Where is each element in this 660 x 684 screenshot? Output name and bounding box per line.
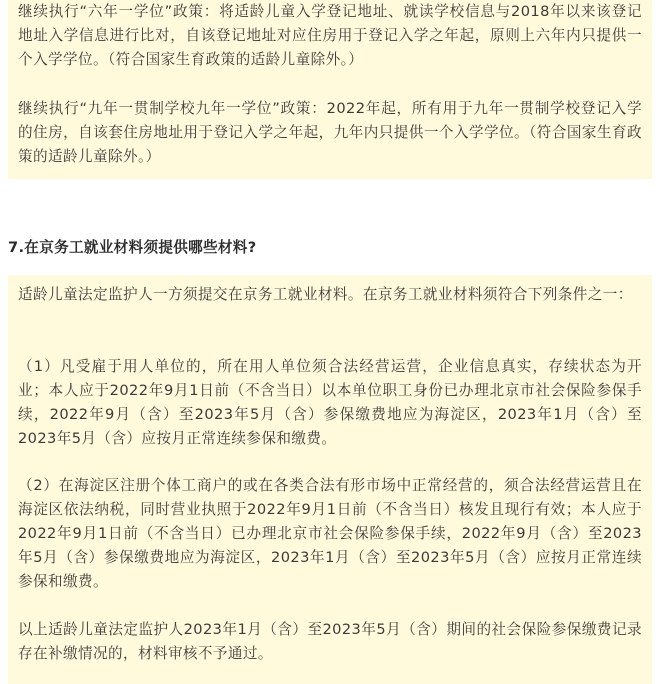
top-highlight-box [8, 0, 652, 179]
nine-year-policy-paragraph: 继续执行“九年一贯制学校九年一学位”政策：2022年起，所有用于九年一贯制学校登记入学的住房，自该套住房地址用于登记入学之年起，九年内只提供一个入学学位。（符合国家生育政策的适龄儿童除外。） [18, 100, 642, 165]
self-employed-condition-paragraph: （2）在海淀区注册个体工商户的或在各类合法有形市场中正常经营的，须合法经营运营且在海淀区依法纳税，同时营业执照于2022年9月1日前（不含当日）核发且现行有效；本人应于2022年9月1日前（不含当日）已办理北京市社会保险参保手续，2022年9月（含）至2023年5月（含）参保缴费地应为海淀区，2023年1月（含）至2023年5月（含）应按月正常连续参保和缴费。 [18, 477, 642, 590]
six-year-policy-paragraph: 继续执行“六年一学位”政策：将适龄儿童入学登记地址、就读学校信息与2018年以来该登记地址入学信息进行比对，自该登记地址对应住房用于登记入学之年起，原则上六年内只提供一个入学学位。（符合国家生育政策的适龄儿童除外。） [18, 3, 642, 68]
bottom-highlight-box [8, 275, 652, 684]
employer-condition-paragraph: （1）凡受雇于用人单位的，所在用人单位须合法经营运营，企业信息真实，存续状态为开业；本人应于2022年9月1日前（不含当日）以本单位职工身份已办理北京市社会保险参保手续，2022年9月（含）至2023年5月（含）参保缴费地应为海淀区，2023年1月（含）至2023年5月（含）应按月正常连续参保和缴费。 [18, 358, 642, 447]
section-heading: 7.在京务工就业材料须提供哪些材料? [8, 239, 257, 256]
employment-intro-paragraph: 适龄儿童法定监护人一方须提交在京务工就业材料。在京务工就业材料须符合下列条件之一： [18, 286, 633, 303]
back-payment-note-paragraph: 以上适龄儿童法定监护人2023年1月（含）至2023年5月（含）期间的社会保险参保缴费记录存在补缴情况的，材料审核不予通过。 [18, 621, 642, 662]
